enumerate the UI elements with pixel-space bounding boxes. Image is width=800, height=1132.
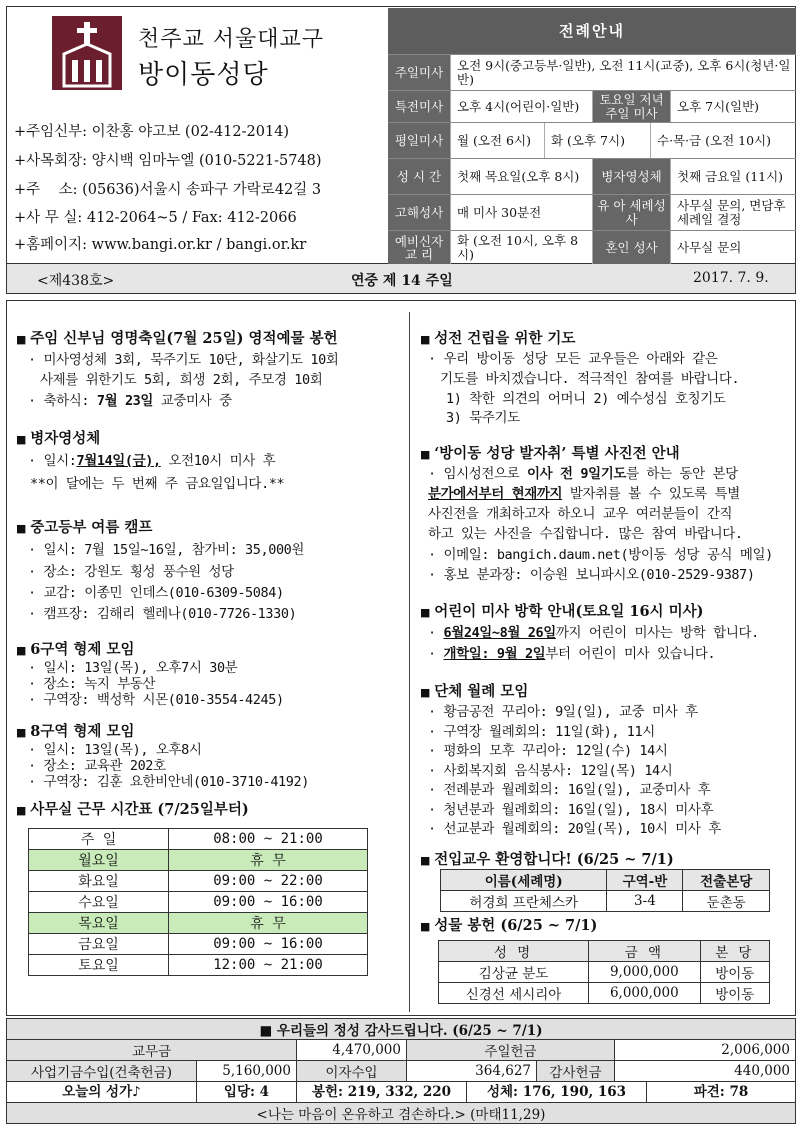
value-saturday: 오후 7시(일반) <box>670 91 796 122</box>
zone6-line-1: · 일시: 13일(목), 오후7시 30분 <box>28 660 238 676</box>
meeting-item: · 황금공전 꾸리아: 9일(일), 교중 미사 후 <box>428 704 698 720</box>
table-header: 본 당 <box>700 941 769 962</box>
church-name-top: 천주교 서울대교구 <box>138 27 325 52</box>
feast-line-1: · 미사영성체 3회, 묵주기도 10단, 화살기도 10회 <box>28 352 339 368</box>
building-label: 사업기금수입(건축헌금) <box>7 1061 197 1082</box>
camp-line-4: · 캠프장: 김해리 헬레나(010-7726-1330) <box>28 606 297 622</box>
camp-line-3: · 교감: 이종민 인데스(010-6309-5084) <box>28 585 284 601</box>
offering-row <box>439 962 770 983</box>
meeting-item: · 구역장 월례회의: 11일(화), 11시 <box>428 723 655 740</box>
value-marriage: 사무실 문의 <box>670 231 796 264</box>
sick-line-2: **이 달에는 두 번째 주 금요일입니다.** <box>30 476 285 492</box>
section-zone6-title: ■ 6구역 형제 모임 <box>16 638 134 659</box>
church-name-bottom: 방이동성당 <box>138 60 269 90</box>
photo-line-5: · 이메일: bangich.daum.net(방이동 성당 공식 메일) <box>428 547 773 563</box>
value-sick: 첫째 금요일 (11시) <box>670 159 796 194</box>
office-hours-row <box>29 955 368 976</box>
label-sick: 병자영성체 <box>592 159 670 194</box>
value-confession: 매 미사 30분전 <box>450 195 592 230</box>
children-line-2: · 개학일: 9월 2일부터 어린이 미사 있습니다. <box>428 646 716 662</box>
section-meeting-title: ■ 단체 월례 모임 <box>420 680 528 701</box>
value-tuesday: 화 (오후 7시) <box>544 123 650 158</box>
office-day: 월요일 <box>29 850 169 871</box>
office-time: 09:00 ~ 22:00 <box>169 871 368 892</box>
zone8-line-3: · 구역장: 김훈 요한비안네(010-3710-4192) <box>28 774 309 790</box>
label-sunday: 주일미사 <box>388 55 450 90</box>
table-cell: 방이동 <box>700 962 769 983</box>
section-zone8-title: ■ 8구역 형제 모임 <box>16 720 134 741</box>
camp-line-1: · 일시: 7월 15일~16일, 참가비: 35,000원 <box>28 542 305 558</box>
interest-value: 364,627 <box>407 1061 537 1082</box>
section-feast-title: ■ 주임 신부님 영명축일(7월 25일) 영적예물 봉헌 <box>16 327 338 348</box>
section-prayer-title: ■ 성전 건립을 위한 기도 <box>420 327 575 348</box>
schedule-row-catechism <box>388 230 796 264</box>
offering-row <box>439 983 770 1004</box>
label-infant: 유 아 세례성사 <box>592 195 670 230</box>
office-hours-row <box>29 892 368 913</box>
photo-line-6: · 홍보 분과장: 이승원 보니파시오(010-2529-9387) <box>428 567 755 583</box>
office-hours-row <box>29 850 368 871</box>
table-cell: 9,000,000 <box>589 962 701 983</box>
contact-address: +주 소: (05636)서울시 송파구 가락로42길 3 <box>14 182 322 198</box>
office-hours-row <box>29 871 368 892</box>
schedule-row-confession <box>388 194 796 230</box>
table-cell: 신경선 세시리아 <box>439 983 589 1004</box>
office-day: 주 일 <box>29 829 169 850</box>
feast-line-3: · 축하식: 7월 23일 교중미사 중 <box>28 393 232 409</box>
schedule-row-holyhour <box>388 158 796 194</box>
gratitude-label: 감사헌금 <box>537 1061 615 1082</box>
photo-line-1: · 임시성전으로 이사 전 9일기도를 하는 동안 본당 <box>428 466 738 482</box>
issue-bar <box>6 264 796 294</box>
schedule-row-weekday <box>388 122 796 158</box>
prayer-line-4: 3) 묵주기도 <box>446 410 520 426</box>
value-catechism: 화 (오전 10시, 오후 8시) <box>450 231 592 264</box>
hymn-dismissal: 파견: 78 <box>693 1084 749 1100</box>
meeting-item: · 청년분과 월례회의: 16일(일), 18시 미사후 <box>428 801 714 818</box>
sick-line-1: · 일시:7월14일(금), 오전10시 미사 후 <box>28 453 276 469</box>
office-time: 08:00 ~ 21:00 <box>169 829 368 850</box>
prayer-line-3: 1) 착한 의견의 어머니 2) 예수성심 호칭기도 <box>446 391 726 407</box>
camp-line-2: · 장소: 강원도 횡성 풍수원 성당 <box>28 564 234 580</box>
contact-council: +사목회장: 양시백 임마누엘 (010-5221-5748) <box>14 153 322 169</box>
section-sick-title: ■ 병자영성체 <box>16 427 100 448</box>
schedule-row-special <box>388 90 796 122</box>
table-header: 이름(세례명) <box>441 870 607 891</box>
meeting-item: · 사회복지회 음식봉사: 12일(목) 14시 <box>428 762 673 779</box>
table-cell: 방이동 <box>700 983 769 1004</box>
column-divider <box>409 312 410 1012</box>
value-wed-fri: 수·목·금 (오전 10시) <box>650 123 796 158</box>
gratitude-value: 440,000 <box>615 1061 796 1082</box>
meeting-item: · 선교분과 월례회의: 20일(목), 10시 미사 후 <box>428 821 721 837</box>
sunday-offering-value: 2,006,000 <box>615 1040 796 1061</box>
schedule-row-sunday <box>388 54 796 90</box>
office-time: 휴 무 <box>169 850 368 871</box>
gyomu-value: 4,470,000 <box>297 1040 407 1061</box>
table-header: 금 액 <box>589 941 701 962</box>
prayer-line-2: 기도를 바치겠습니다. 적극적인 참여를 바랍니다. <box>440 371 740 387</box>
thanks-table <box>6 1018 796 1124</box>
zone6-line-3: · 구역장: 백성학 시몬(010-3554-4245) <box>28 692 284 708</box>
section-welcome-title: ■ 전입교우 환영합니다! (6/25 ~ 7/1) <box>420 848 674 869</box>
table-cell: 3-4 <box>607 891 683 912</box>
table-header: 구역-반 <box>607 870 683 891</box>
office-time: 12:00 ~ 21:00 <box>169 955 368 976</box>
feast-line-2: 사제를 위한기도 5회, 희생 2회, 주모경 10회 <box>40 372 323 388</box>
value-special: 오후 4시(어린이·일반) <box>450 91 592 122</box>
label-special: 특전미사 <box>388 91 450 122</box>
photo-line-3: 사진전을 개최하고자 하오니 교우 여러분들이 간직 <box>428 506 733 522</box>
schedule-title: 전례안내 <box>388 8 796 54</box>
contact-homepage: +홈페이지: www.bangi.or.kr / bangi.or.kr <box>14 237 307 253</box>
sunday-offering-label: 주일헌금 <box>407 1040 615 1061</box>
meeting-item: · 전례분과 월례회의: 16일(일), 교중미사 후 <box>428 782 711 798</box>
hymn-row <box>7 1082 796 1103</box>
zone6-line-2: · 장소: 녹지 부동산 <box>28 676 156 692</box>
value-infant: 사무실 문의, 면담후 세례일 결정 <box>670 195 796 230</box>
section-camp-title: ■ 중고등부 여름 캠프 <box>16 516 152 537</box>
issue-number: <제438호> <box>37 273 115 289</box>
table-cell: 6,000,000 <box>589 983 701 1004</box>
value-sunday: 오전 9시(중고등부·일반), 오전 11시(교중), 오후 6시(청년·일반) <box>450 55 796 90</box>
liturgical-week: 연중 제 14 주일 <box>351 273 453 289</box>
contact-office: +사 무 실: 412-2064~5 / Fax: 412-2066 <box>14 210 297 226</box>
section-children-title: ■ 어린이 미사 방학 안내(토요일 16시 미사) <box>420 600 703 621</box>
zone8-line-2: · 장소: 교육관 202호 <box>28 758 166 774</box>
table-header: 전출본당 <box>683 870 770 891</box>
church-logo <box>52 16 122 90</box>
section-offering-title: ■ 성물 봉헌 (6/25 ~ 7/1) <box>420 914 597 935</box>
label-saturday: 토요일 저녁 주일 미사 <box>592 91 670 122</box>
table-header: 성 명 <box>439 941 589 962</box>
table-cell: 허경희 프란체스카 <box>441 891 607 912</box>
prayer-line-1: · 우리 방이동 성당 모든 교우들은 아래와 같은 <box>428 351 718 367</box>
building-value: 5,160,000 <box>197 1061 297 1082</box>
office-day: 목요일 <box>29 913 169 934</box>
hymn-label: 오늘의 성가♪ <box>7 1082 197 1102</box>
hymn-communion: 성체: 176, 190, 163 <box>467 1082 647 1102</box>
label-confession: 고해성사 <box>388 195 450 230</box>
section-office-title: ■ 사무실 근무 시간표 (7/25일부터) <box>16 798 249 819</box>
value-holyhour: 첫째 목요일(오후 8시) <box>450 159 592 194</box>
welcome-row <box>441 891 770 912</box>
children-line-1: · 6월24일~8월 26일까지 어린이 미사는 방학 합니다. <box>428 625 759 641</box>
value-monday: 월 (오전 6시) <box>450 123 544 158</box>
office-day: 금요일 <box>29 934 169 955</box>
label-weekday: 평일미사 <box>388 123 450 158</box>
table-cell: 김상균 분도 <box>439 962 589 983</box>
office-hours-table <box>28 828 368 976</box>
offering-table <box>438 940 770 1004</box>
table-cell: 둔촌동 <box>683 891 770 912</box>
office-hours-row <box>29 913 368 934</box>
hymn-offertory: 봉헌: 219, 332, 220 <box>297 1082 467 1102</box>
label-holyhour: 성 시 간 <box>388 159 450 194</box>
label-marriage: 혼인 성사 <box>592 231 670 264</box>
office-time: 09:00 ~ 16:00 <box>169 934 368 955</box>
office-day: 수요일 <box>29 892 169 913</box>
office-hours-row <box>29 829 368 850</box>
gyomu-label: 교무금 <box>7 1040 297 1061</box>
label-catechism: 예비신자 교 리 <box>388 231 450 264</box>
hymn-entrance: 입당: 4 <box>197 1082 297 1102</box>
office-hours-row <box>29 934 368 955</box>
office-time: 휴 무 <box>169 913 368 934</box>
meeting-item: · 평화의 모후 꾸리아: 12일(수) 14시 <box>428 743 668 759</box>
zone8-line-1: · 일시: 13일(목), 오후8시 <box>28 742 202 758</box>
office-time: 09:00 ~ 16:00 <box>169 892 368 913</box>
issue-date: 2017. 7. 9. <box>693 270 769 286</box>
office-day: 화요일 <box>29 871 169 892</box>
contact-pastor: +주임신부: 이찬홍 야고보 (02-412-2014) <box>14 124 290 140</box>
bible-verse: <나는 마음이 온유하고 겸손하다.> (마태11,29) <box>7 1103 796 1124</box>
interest-label: 이자수입 <box>297 1061 407 1082</box>
section-photo-title: ■ ‘방이동 성당 발자취’ 특별 사진전 안내 <box>420 442 680 463</box>
welcome-table <box>440 869 770 912</box>
photo-line-2: 분가에서부터 현재까지 발자취를 볼 수 있도록 특별 <box>428 486 740 502</box>
photo-line-4: 하고 있는 사진을 수집합니다. 많은 참여 바랍니다. <box>428 526 743 542</box>
office-day: 토요일 <box>29 955 169 976</box>
thanks-title: ■ 우리들의 정성 감사드립니다. (6/25 ~ 7/1) <box>7 1019 796 1040</box>
